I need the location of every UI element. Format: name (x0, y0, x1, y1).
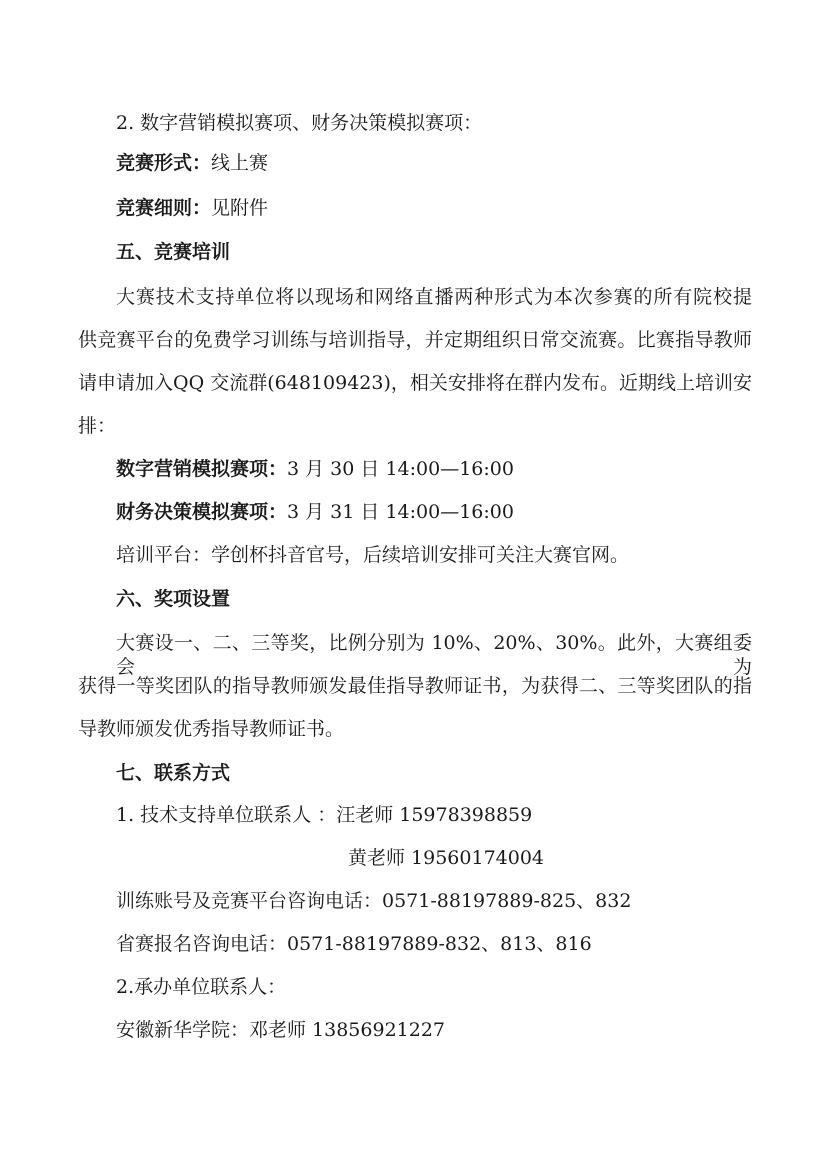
training-schedule-1 (116, 457, 790, 481)
awards-para-line-3: 导教师颁发优秀指导教师证书。 (78, 718, 345, 740)
awards-para-line-2: 获得一等奖团队的指导教师颁发最佳指导教师证书，为获得二、三等奖团队的指 (78, 675, 752, 697)
registration-phone: 省赛报名咨询电话：0571-88197889-832、813、816 (116, 933, 592, 955)
training-para-line-4: 排： (78, 415, 117, 437)
competition-item-2: 2. 数字营销模拟赛项、财务决策模拟赛项： (116, 112, 483, 134)
host-contact: 安徽新华学院：邓老师 13856921227 (116, 1019, 446, 1041)
schedule-2-label: 财务决策模拟赛项： (116, 501, 288, 523)
training-para-line-3: 请申请加入QQ 交流群(648109423)，相关安排将在群内发布。近期线上培训安 (78, 372, 752, 394)
competition-form-line (116, 151, 790, 175)
competition-rules-label: 竞赛细则： (116, 197, 212, 219)
schedule-1-label: 数字营销模拟赛项： (116, 458, 288, 480)
training-platform: 培训平台：学创杯抖音官号，后续培训安排可关注大赛官网。 (116, 544, 630, 566)
awards-para-line-1: 大赛设一、二、三等奖，比例分别为 10%、20%、30%。此外，大赛组委会为 (116, 632, 752, 678)
section-heading-training: 五、竞赛培训 (116, 241, 231, 263)
training-para-line-2: 供竞赛平台的免费学习训练与培训指导，并定期组织日常交流赛。比赛指导教师 (78, 329, 752, 351)
training-account-phone: 训练账号及竞赛平台咨询电话：0571-88197889-825、832 (116, 890, 632, 912)
section-heading-awards: 六、奖项设置 (116, 588, 231, 610)
tech-contact-line-1: 1. 技术支持单位联系人 ：汪老师 15978398859 (116, 804, 533, 826)
schedule-2-value: 3 月 31 日 14:00—16:00 (287, 501, 514, 523)
competition-rules-value: 见附件 (211, 197, 269, 219)
schedule-1-value: 3 月 30 日 14:00—16:00 (287, 458, 514, 480)
tech-contact-line-2: 黄老师 19560174004 (348, 847, 545, 869)
host-contact-title: 2.承办单位联系人： (116, 976, 287, 998)
training-schedule-2 (116, 500, 790, 524)
competition-form-label: 竞赛形式： (116, 152, 212, 174)
competition-rules-line (116, 196, 790, 220)
section-heading-contact: 七、联系方式 (116, 762, 231, 784)
training-para-line-1: 大赛技术支持单位将以现场和网络直播两种形式为本次参赛的所有院校提 (116, 286, 752, 308)
competition-form-value: 线上赛 (211, 152, 269, 174)
